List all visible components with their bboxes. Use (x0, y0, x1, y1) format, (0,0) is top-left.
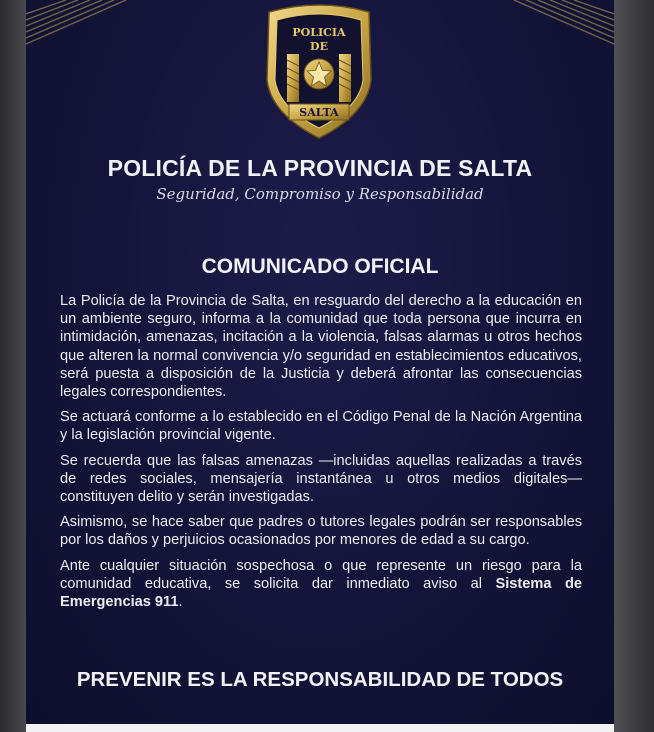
paragraph-5-text: Ante cualquier situación sospechosa o que represente un riesgo para la comunidad educativa, se solicita dar inmediato aviso al (60, 557, 582, 592)
paragraph-2: Se actuará conforme a lo establecido en el Código Penal de la Nación Argentina y la legislación provincial vigente. (60, 409, 582, 444)
bottom-strip (26, 724, 614, 732)
paragraph-4: Asimismo, se hace saber que padres o tutores legales podrán ser responsables por los daños y perjuicios ocasionados por menores de edad a su cargo. (60, 514, 582, 549)
emergency-number: Sistema de Emergencias 911 (60, 575, 582, 611)
paragraph-3: Se recuerda que las falsas amenazas —incluidas aquellas realizadas a través de redes sociales, mensajería instantánea u otros medios digitales— constituyen delito y serán investigadas. (60, 452, 582, 506)
communique-heading: COMUNICADO OFICIAL (201, 255, 439, 278)
left-frame (0, 0, 26, 732)
corner-stripes-left (26, 0, 136, 60)
page-title: POLICÍA DE LA PROVINCIA DE SALTA (107, 155, 533, 181)
right-frame (614, 0, 654, 732)
badge-line-2: DE (310, 40, 328, 53)
paragraph-5-end: . (178, 594, 183, 611)
badge-line-1: POLICIA (292, 26, 346, 39)
police-badge-logo (259, 2, 379, 142)
corner-stripes-right (504, 0, 614, 60)
communique-body (60, 292, 582, 618)
badge-line-3: SALTA (299, 106, 339, 119)
motto: Seguridad, Compromiso y Responsabilidad (156, 185, 484, 203)
paragraph-5 (60, 557, 582, 612)
communique-card (26, 0, 614, 724)
closing-slogan: PREVENIR ES LA RESPONSABILIDAD DE TODOS (76, 668, 564, 691)
paragraph-1: La Policía de la Provincia de Salta, en resguardo del derecho a la educación en un ambiente seguro, informa a la comunidad que toda persona que incurra en intimidación, amenazas, incitación a la violencia, falsas alarmas u otros hechos que alteren la normal convivencia y/o seguridad en establecimientos educativos, será puesta a disposición de la Justicia y deberá afrontar las consecuencias legales correspondientes. (60, 293, 582, 401)
